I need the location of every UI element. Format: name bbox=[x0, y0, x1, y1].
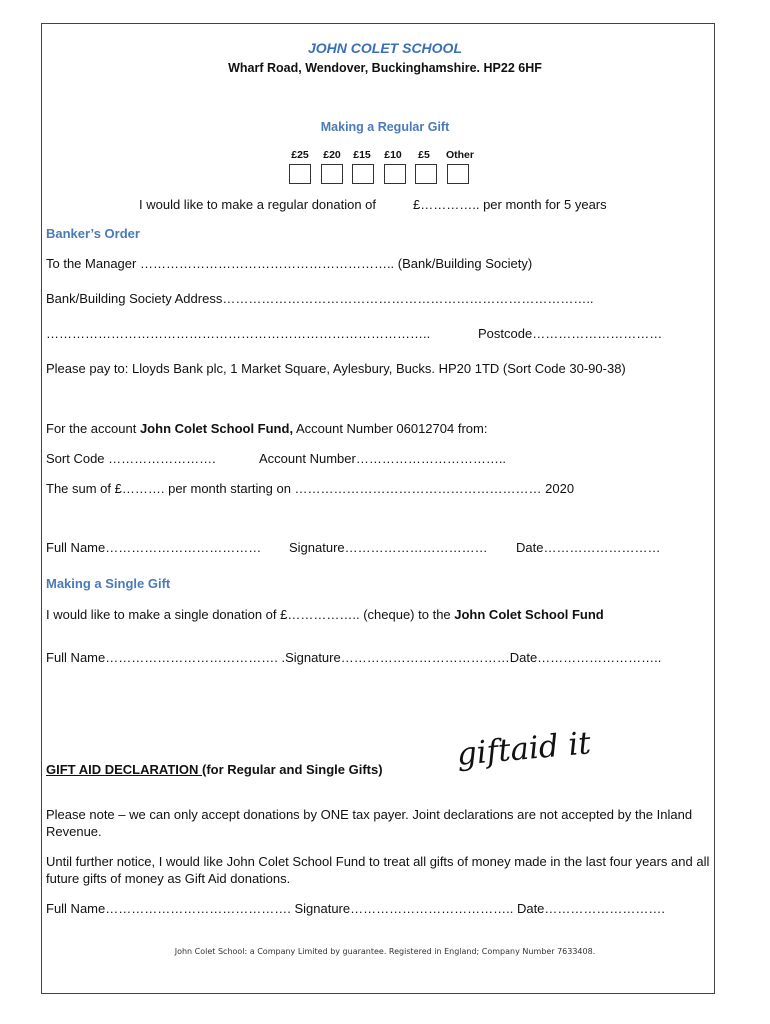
gift-aid-heading bbox=[46, 762, 383, 778]
gift-aid-heading-underlined: GIFT AID DECLARATION bbox=[46, 762, 202, 777]
bank-address-field[interactable]: Bank/Building Society Address………………………………………………………………………….. bbox=[46, 291, 594, 306]
giftaid-it-logo-text: giftaid it bbox=[455, 725, 593, 773]
form-border bbox=[41, 23, 715, 994]
amount-label-other: Other bbox=[445, 149, 474, 161]
account-suffix: Account Number 06012704 from: bbox=[293, 421, 488, 436]
single-donation-fund-name: John Colet School Fund bbox=[454, 607, 604, 622]
amount-checkbox-25[interactable] bbox=[289, 164, 311, 184]
amount-label-10: £10 bbox=[384, 149, 402, 161]
regular-gift-heading: Making a Regular Gift bbox=[320, 120, 450, 134]
gift-aid-note: Please note – we can only accept donations by ONE tax payer. Joint declarations are not accepted by the Inland Revenue. bbox=[46, 807, 693, 839]
gift-aid-signoff-fields[interactable]: Full Name……………………………………. Signature……………………………….. Date………………………. bbox=[46, 901, 666, 916]
date-field[interactable]: Date……………………… bbox=[516, 540, 661, 555]
amount-label-25: £25 bbox=[291, 149, 309, 161]
amount-label-5: £5 bbox=[418, 149, 430, 161]
amount-checkbox-other[interactable] bbox=[447, 164, 469, 184]
full-name-field[interactable]: Full Name……………………………… bbox=[46, 540, 262, 555]
sum-per-month-field[interactable]: The sum of £………. per month starting on ………………………………………………… 2020 bbox=[46, 481, 575, 496]
school-name: JOHN COLET SCHOOL bbox=[307, 40, 462, 56]
single-donation-statement[interactable] bbox=[46, 607, 604, 623]
sort-code-field[interactable]: Sort Code ……………………. bbox=[46, 451, 216, 466]
school-address: Wharf Road, Wendover, Buckinghamshire. HP22 6HF bbox=[228, 61, 542, 75]
pay-to-text: Please pay to: Lloyds Bank plc, 1 Market Square, Aylesbury, Bucks. HP20 1TD (Sort Code 30-90-38) bbox=[46, 361, 626, 376]
account-number-field[interactable]: Account Number…………………………….. bbox=[259, 451, 507, 466]
regular-donation-amount-field[interactable]: £………….. per month for 5 years bbox=[413, 197, 607, 212]
amount-checkbox-15[interactable] bbox=[352, 164, 374, 184]
single-gift-heading: Making a Single Gift bbox=[46, 576, 171, 591]
single-gift-signoff-fields[interactable]: Full Name…………………………………. .Signature…………………………………Date……………………….. bbox=[46, 650, 662, 665]
amount-label-15: £15 bbox=[353, 149, 371, 161]
amount-checkbox-10[interactable] bbox=[384, 164, 406, 184]
giftaid-it-logo bbox=[455, 722, 610, 778]
postcode-field[interactable]: Postcode………………………… bbox=[478, 326, 663, 341]
gift-aid-declaration-text: Until further notice, I would like John Colet School Fund to treat all gifts of money made in the last four years and all future gifts of money as Gift Aid donations. bbox=[46, 854, 710, 886]
single-donation-prefix: I would like to make a single donation of £…………….. (cheque) to the bbox=[46, 607, 455, 622]
bankers-order-heading: Banker’s Order bbox=[46, 226, 140, 241]
account-name: John Colet School Fund, bbox=[139, 421, 294, 436]
account-line bbox=[46, 421, 487, 437]
amount-label-20: £20 bbox=[323, 149, 341, 161]
account-prefix: For the account bbox=[46, 421, 140, 436]
amount-checkbox-5[interactable] bbox=[415, 164, 437, 184]
company-footer: John Colet School: a Company Limited by guarantee. Registered in England; Company Number 7633408. bbox=[174, 947, 596, 956]
amount-checkbox-20[interactable] bbox=[321, 164, 343, 184]
gift-aid-heading-rest: (for Regular and Single Gifts) bbox=[202, 762, 383, 777]
regular-donation-statement: I would like to make a regular donation of bbox=[139, 197, 377, 212]
bank-address-field-line2[interactable]: …………………………………………………………………………….. bbox=[46, 326, 431, 341]
signature-field[interactable]: Signature…………………………… bbox=[289, 540, 488, 555]
bank-manager-field[interactable]: To the Manager ………………………………………………….. (Bank/Building Society) bbox=[46, 256, 533, 271]
